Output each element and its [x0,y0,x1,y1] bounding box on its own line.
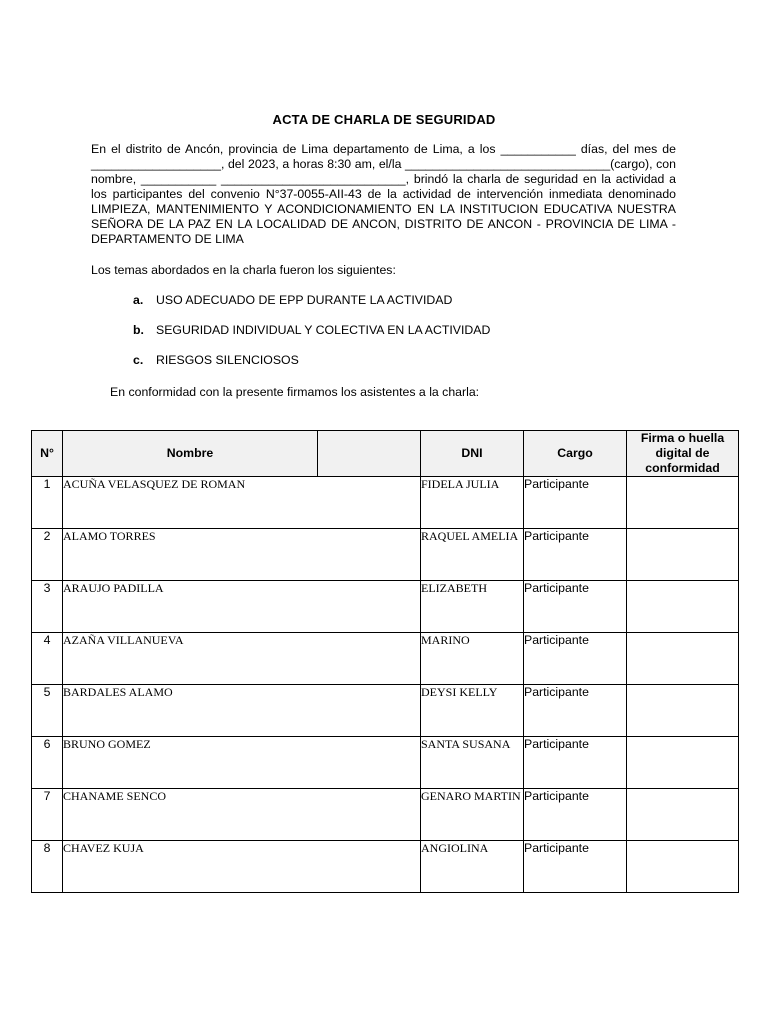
row-name: BRUNO GOMEZ [63,737,421,789]
row-signature-cell[interactable] [627,581,739,633]
row-number: 8 [32,841,63,893]
intro-paragraph [91,142,676,247]
table-row [32,529,739,581]
row-number: 2 [32,529,63,581]
table-row [32,477,739,529]
header-name: Nombre [63,431,318,477]
row-cargo: Participante [524,477,627,529]
row-dni: ELIZABETH [421,581,524,633]
row-cargo: Participante [524,737,627,789]
topic-marker: c. [133,353,144,367]
header-num: N° [32,431,63,477]
row-number: 4 [32,633,63,685]
table-header-row [32,431,739,477]
row-dni: MARINO [421,633,524,685]
attendance-table [31,430,739,893]
header-cargo: Cargo [524,431,627,477]
topic-marker: b. [133,323,144,337]
row-signature-cell[interactable] [627,841,739,893]
table-row [32,737,739,789]
row-dni: SANTA SUSANA [421,737,524,789]
row-dni: ANGIOLINA [421,841,524,893]
row-cargo: Participante [524,529,627,581]
row-name: CHAVEZ KUJA [63,841,421,893]
topic-text: RIESGOS SILENCIOSOS [156,353,299,367]
topic-text: SEGURIDAD INDIVIDUAL Y COLECTIVA EN LA ACTIVIDAD [156,323,491,337]
row-cargo: Participante [524,841,627,893]
row-signature-cell[interactable] [627,789,739,841]
topics-intro: Los temas abordados en la charla fueron los siguientes: [91,263,396,277]
row-name: AZAÑA VILLANUEVA [63,633,421,685]
row-number: 3 [32,581,63,633]
table-row [32,789,739,841]
table-row [32,581,739,633]
row-number: 5 [32,685,63,737]
conformity-statement: En conformidad con la presente firmamos los asistentes a la charla: [110,385,480,399]
row-number: 7 [32,789,63,841]
row-dni: RAQUEL AMELIA [421,529,524,581]
row-signature-cell[interactable] [627,633,739,685]
row-dni: GENARO MARTIN [421,789,524,841]
topic-item-c [133,353,299,367]
header-blank [318,431,421,477]
topic-item-b [133,323,490,337]
header-signature: Firma o huella digital de conformidad [627,431,739,477]
document-title: ACTA DE CHARLA DE SEGURIDAD [272,112,496,127]
row-name: BARDALES ALAMO [63,685,421,737]
row-cargo: Participante [524,789,627,841]
topic-item-a [133,293,452,307]
row-number: 1 [32,477,63,529]
row-cargo: Participante [524,685,627,737]
row-signature-cell[interactable] [627,685,739,737]
row-signature-cell[interactable] [627,737,739,789]
row-cargo: Participante [524,581,627,633]
row-name: ALAMO TORRES [63,529,421,581]
row-cargo: Participante [524,633,627,685]
header-dni: DNI [421,431,524,477]
row-number: 6 [32,737,63,789]
intro-text: En el distrito de Ancón, provincia de Lima departamento de Lima, a los ___________ días, del mes de ___________________, del 2023, a horas 8:30 am, el/la ______________________________(cargo), con nombre, ___________ ___________________________, brindó la charla de seguridad en la actividad a los participantes del convenio N°37-0055-AII-43 de la actividad de intervención inmediata denominado LIMPIEZA, MANTENIMIENTO Y ACONDICIONAMIENTO EN LA INSTITUCION EDUCATIVA NUESTRA SEÑORA DE LA PAZ EN LA LOCALIDAD DE ANCON, DISTRITO DE ANCON - PROVINCIA DE LIMA - DEPARTAMENTO DE LIMA [91,142,676,246]
topic-marker: a. [133,293,144,307]
table-row [32,685,739,737]
table-row [32,841,739,893]
row-signature-cell[interactable] [627,477,739,529]
row-name: ARAUJO PADILLA [63,581,421,633]
row-name: CHANAME SENCO [63,789,421,841]
row-signature-cell[interactable] [627,529,739,581]
topic-text: USO ADECUADO DE EPP DURANTE LA ACTIVIDAD [156,293,453,307]
row-dni: FIDELA JULIA [421,477,524,529]
table-row [32,633,739,685]
row-name: ACUÑA VELASQUEZ DE ROMAN [63,477,421,529]
row-dni: DEYSI KELLY [421,685,524,737]
